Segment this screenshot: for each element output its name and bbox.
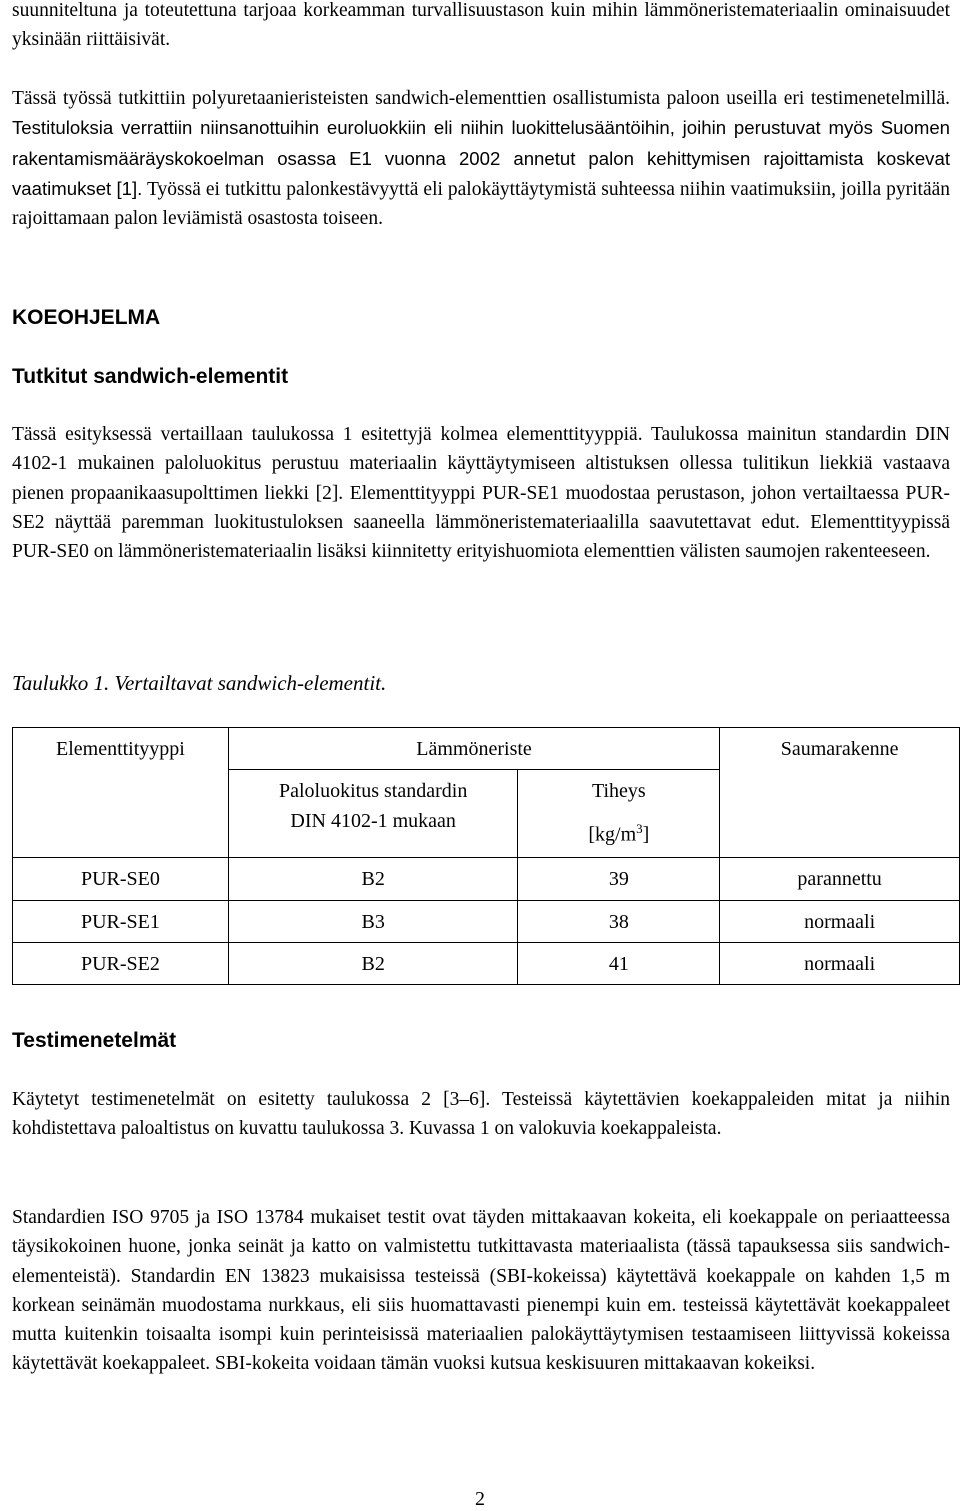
scope-text-serif-1: Tässä työssä tutkittiin polyuretaanieristeisten sandwich-elementtien osallistumista paloon useilla eri testimenetelmillä. (12, 88, 950, 109)
cell-type: PUR-SE2 (13, 943, 229, 985)
cell-density: 39 (518, 858, 720, 901)
cell-fire-class: B2 (228, 858, 518, 901)
subheader-fire-class-line2: DIN 4102-1 mukaan (290, 810, 456, 832)
element-comparison-table (12, 727, 960, 985)
cell-density: 41 (518, 943, 720, 985)
intro-paragraph: suunniteltuna ja toteutettuna tarjoaa korkeamman turvallisuustason kuin mihin lämmöneristemateriaalin ominaisuudet yksinään riittäisivät. (12, 0, 950, 51)
subheader-density (518, 770, 720, 858)
table-caption: Taulukko 1. Vertailtavat sandwich-elementit. (12, 671, 387, 695)
methods-paragraph-1: Käytetyt testimenetelmät on esitetty taulukossa 2 [3–6]. Testeissä käytettävien koekappaleiden mitat ja niihin kohdistettava paloaltistus on kuvattu taulukossa 3. Kuvassa 1 on valokuvia koekappaleista. (12, 1089, 950, 1140)
subheader-fire-class (228, 770, 518, 858)
subheader-fire-class-line1: Paloluokitus standardin (279, 780, 468, 802)
cell-joint: normaali (720, 901, 960, 943)
header-element-type: Elementtityyppi (13, 728, 229, 858)
table-row (13, 901, 960, 943)
page-number: 2 (475, 1488, 485, 1510)
section-heading-methods: Testimenetelmät (12, 1029, 177, 1052)
header-insulation: Lämmöneriste (228, 728, 719, 770)
cell-density: 38 (518, 901, 720, 943)
header-joint: Saumarakenne (720, 728, 960, 858)
cell-type: PUR-SE1 (13, 901, 229, 943)
section-heading-elements: Tutkitut sandwich-elementit (12, 365, 289, 388)
scope-text-sans: Testituloksia verrattiin niinsanottuihin euroluokkiin eli niihin luokittelusääntöihin, joihin perustuvat myös Suomen rakentamismääräyskokoelman osassa E1 vuonna 2002 annetut palon kehittymisen rajoittamista koskevat vaatimukset [1]. (12, 117, 950, 199)
elements-paragraph: Tässä esityksessä vertaillaan taulukossa 1 esitettyjä kolmea elementtityyppiä. Taulukossa mainitun standardin DIN 4102-1 mukainen paloluokitus perustuu materiaalin käyttäytymiseen altistuksen ollessa tulitikun liekkiä vastaava pienen propaanikaasupolttimen liekki [2]. Elementtityyppi PUR-SE1 muodostaa perustason, johon vertailtaessa PUR-SE2 näyttää paremman luokitustuloksen saaneella lämmöneristemateriaalilla saavutettavat edut. Elementtityypissä PUR-SE0 on lämmöneristemateriaalin lisäksi kiinnitetty erityishuomiota elementtien välisten saumojen rakenteeseen. (12, 424, 950, 563)
subheader-density-unit: $[kg/m^3]$ (588, 821, 650, 846)
scope-paragraph (12, 84, 950, 233)
table-header-row (13, 728, 960, 770)
subheader-density-label: Tiheys (591, 780, 646, 802)
cell-fire-class: B3 (228, 901, 518, 943)
table-row (13, 943, 960, 985)
cell-type: PUR-SE0 (13, 858, 229, 901)
section-heading-program: KOEOHJELMA (12, 306, 161, 329)
cell-fire-class: B2 (228, 943, 518, 985)
cell-joint: parannettu (720, 858, 960, 901)
scope-text-serif-2: Työssä ei tutkittu palonkestävyyttä eli palokäyttäytymistä suhteessa niihin vaatimuksiin, joilla pyritään rajoittamaan palon leviämistä osastosta toiseen. (12, 178, 950, 230)
table-row (13, 858, 960, 901)
methods-paragraph-2: Standardien ISO 9705 ja ISO 13784 mukaiset testit ovat täyden mittakaavan kokeita, eli koekappale on periaatteessa täysikokoinen huone, jonka seinät ja katto on valmistettu tutkittavasta materiaalista (tässä tapauksessa siis sandwich-elementeistä). Standardin EN 13823 mukaisissa testeissä (SBI-kokeissa) käytettävä koekappale on kahden 1,5 m korkean seinämän muodostama nurkkaus, eli siis huomattavasti pienempi kuin em. testeissä käytettävät koekappaleet mutta kuitenkin toisaalta isompi kuin perinteisissä materiaalien palokäyttäytymisen testaamiseen liittyvissä kokeissa käytettävät koekappaleet. SBI-kokeita voidaan tämän vuoksi kutsua keskisuuren mittakaavan kokeiksi. (12, 1207, 950, 1375)
cell-joint: normaali (720, 943, 960, 985)
